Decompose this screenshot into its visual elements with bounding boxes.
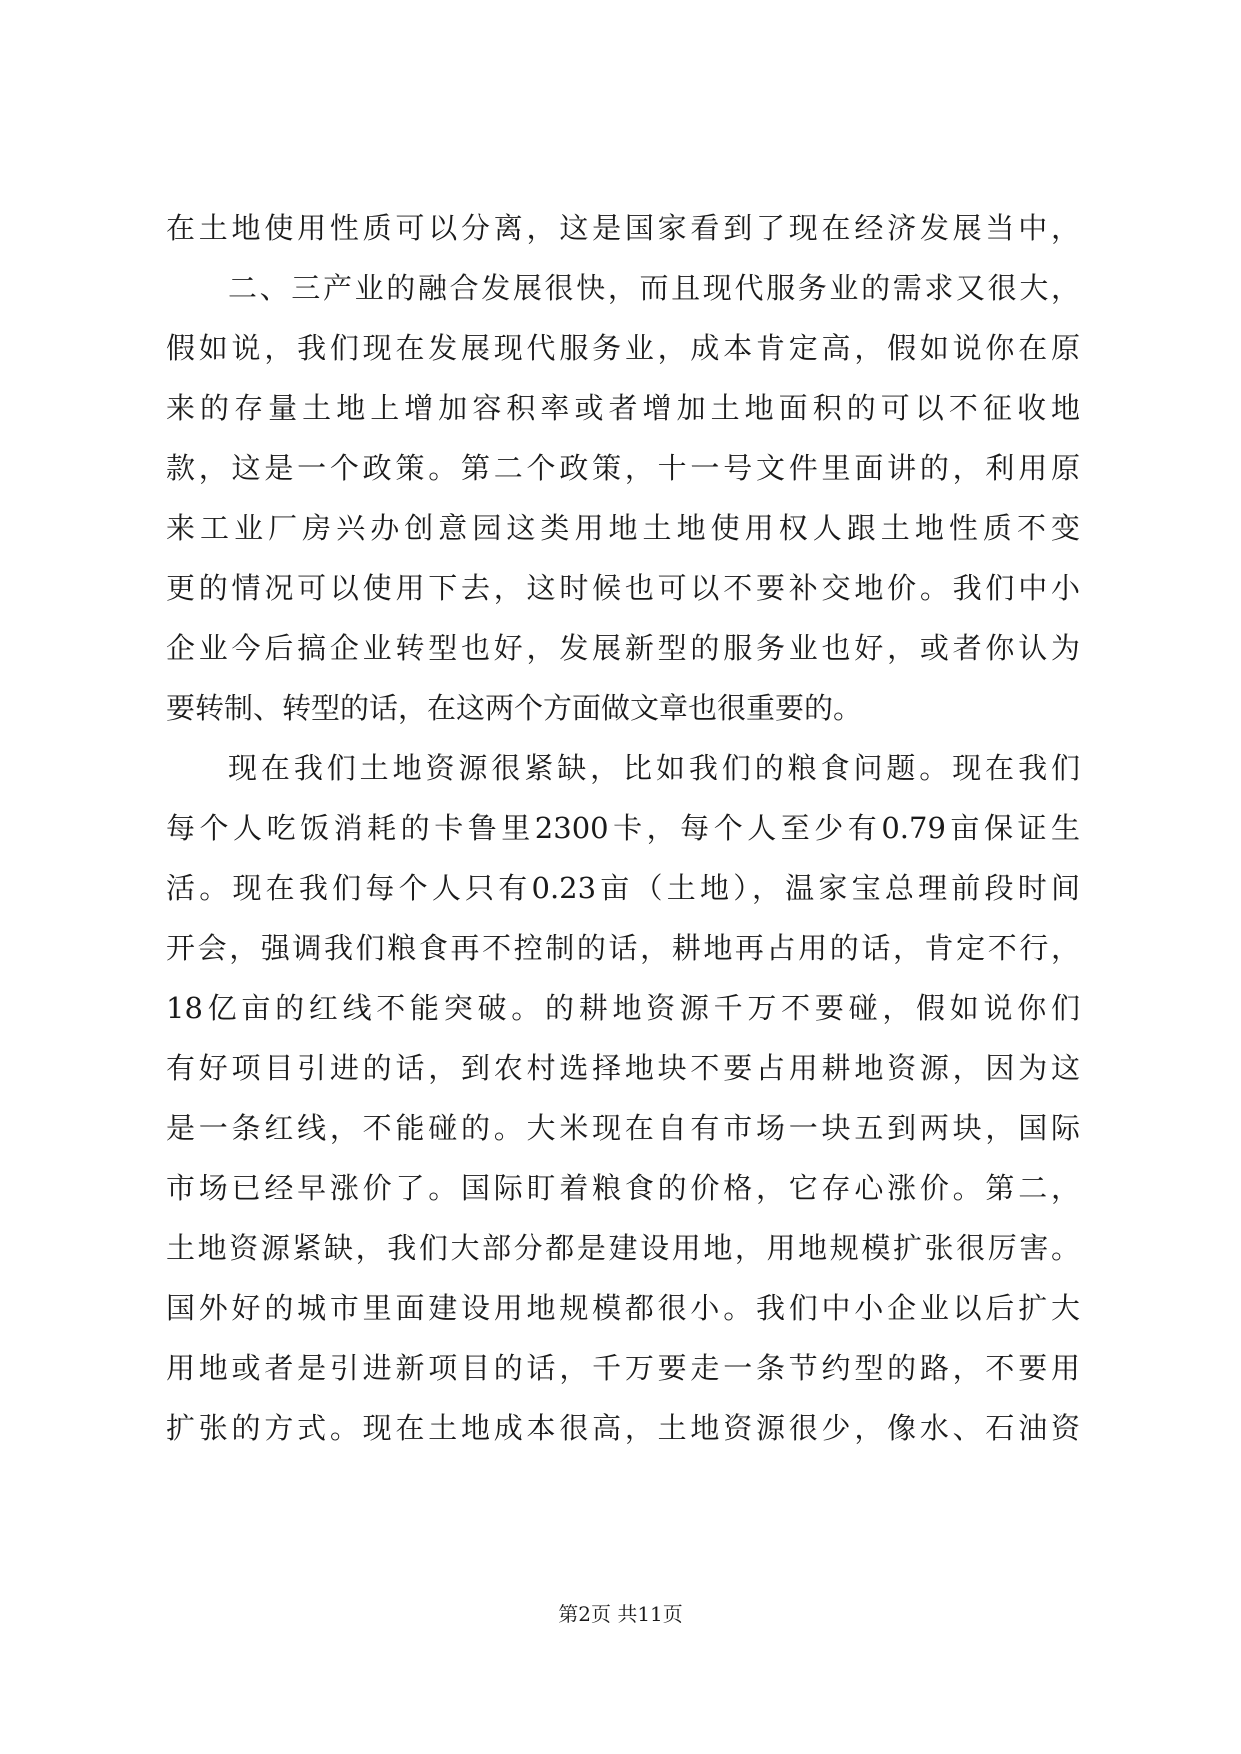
text-line: 要转制、转型的话，在这两个方面做文章也很重要的。: [166, 691, 863, 725]
text-line: 土地资源紧缺，我们大部分都是建设用地，用地规模扩张很厉害。: [166, 1231, 1080, 1265]
page-number-footer: 第2页 共11页: [558, 1602, 683, 1626]
text-line: 来工业厂房兴办创意园这类用地土地使用权人跟土地性质不变: [166, 511, 1080, 545]
text-line: 每个人吃饭消耗的卡鲁里2300卡，每个人至少有0.79亩保证生: [166, 811, 1080, 845]
text-line: 更的情况可以使用下去，这时候也可以不要补交地价。我们中小: [166, 571, 1080, 605]
text-line: 款，这是一个政策。第二个政策，十一号文件里面讲的，利用原: [166, 451, 1080, 485]
text-line: 企业今后搞企业转型也好，发展新型的服务业也好，或者你认为: [166, 631, 1080, 665]
text-line: 国外好的城市里面建设用地规模都很小。我们中小企业以后扩大: [166, 1291, 1080, 1325]
text-line: 有好项目引进的话，到农村选择地块不要占用耕地资源，因为这: [166, 1051, 1080, 1085]
text-line: 假如说，我们现在发展现代服务业，成本肯定高，假如说你在原: [166, 331, 1080, 365]
text-line: 扩张的方式。现在土地成本很高，土地资源很少，像水、石油资: [166, 1411, 1080, 1445]
text-line: 来的存量土地上增加容积率或者增加土地面积的可以不征收地: [166, 391, 1080, 425]
text-line: 是一条红线，不能碰的。大米现在自有市场一块五到两块，国际: [166, 1111, 1080, 1145]
text-line: 18亿亩的红线不能突破。的耕地资源千万不要碰，假如说你们: [166, 991, 1080, 1025]
text-line: 开会，强调我们粮食再不控制的话，耕地再占用的话，肯定不行，: [166, 931, 1080, 965]
text-line: 用地或者是引进新项目的话，千万要走一条节约型的路，不要用: [166, 1351, 1080, 1385]
text-line: 现在我们土地资源很紧缺，比如我们的粮食问题。现在我们: [228, 751, 1080, 785]
body-text: [166, 198, 1080, 1458]
text-line: 二、三产业的融合发展很快，而且现代服务业的需求又很大，: [228, 271, 1080, 305]
text-line: 市场已经早涨价了。国际盯着粮食的价格，它存心涨价。第二，: [166, 1171, 1080, 1205]
text-line: 在土地使用性质可以分离，这是国家看到了现在经济发展当中，: [166, 211, 1080, 245]
text-line: 活。现在我们每个人只有0.23亩（土地），温家宝总理前段时间: [166, 871, 1080, 905]
